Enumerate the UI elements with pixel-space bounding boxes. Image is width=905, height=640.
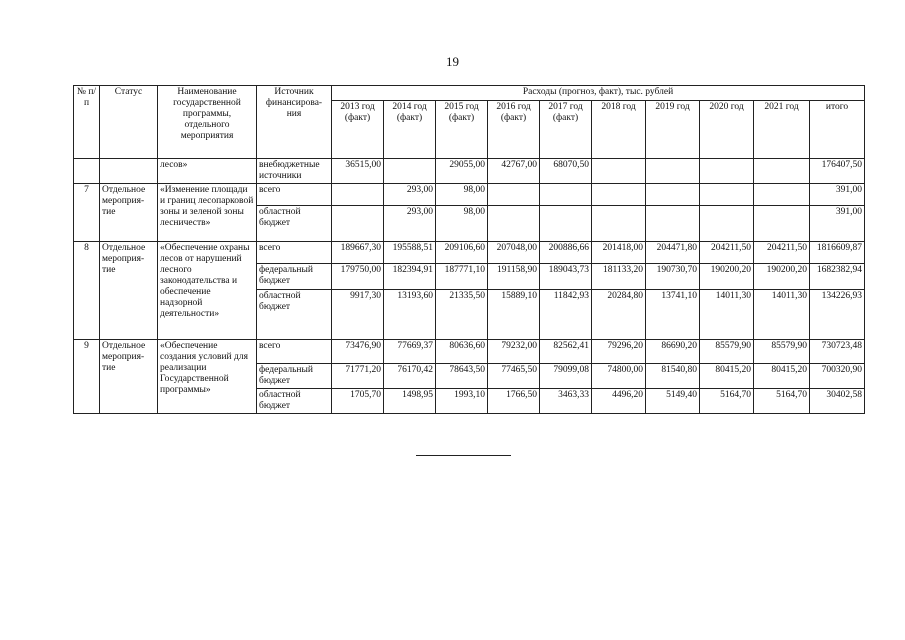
cell-value: 78643,50 <box>436 364 488 389</box>
cell-total: 1682382,94 <box>810 264 865 290</box>
header-expenses: Расходы (прогноз, факт), тыс. рублей <box>332 86 865 101</box>
cell-value: 79099,08 <box>540 364 592 389</box>
cell-value <box>646 206 700 242</box>
header-source: Источник финансирова-ния <box>257 86 332 159</box>
cell-value: 204211,50 <box>754 242 810 264</box>
cell-value: 1705,70 <box>332 389 384 414</box>
cell-value: 14011,30 <box>754 290 810 340</box>
header-year: 2015 год (факт) <box>436 101 488 159</box>
cell-value <box>754 159 810 184</box>
cell-value: 79296,20 <box>592 340 646 364</box>
cell-value: 189043,73 <box>540 264 592 290</box>
cell-value: 82562,41 <box>540 340 592 364</box>
cell-value: 179750,00 <box>332 264 384 290</box>
table-row <box>74 340 865 364</box>
cell-value: 195588,51 <box>384 242 436 264</box>
cell-value <box>700 159 754 184</box>
cell-value: 73476,90 <box>332 340 384 364</box>
cell-value: 86690,20 <box>646 340 700 364</box>
cell-value: 209106,60 <box>436 242 488 264</box>
cell-value <box>384 159 436 184</box>
cell-value: 5164,70 <box>754 389 810 414</box>
cell-total: 134226,93 <box>810 290 865 340</box>
header-name: Наименование государственной программы, отдельного мероприятия <box>158 86 257 159</box>
cell-num: 9 <box>74 340 100 414</box>
cell-value: 98,00 <box>436 206 488 242</box>
cell-value: 29055,00 <box>436 159 488 184</box>
cell-value <box>592 206 646 242</box>
header-total: итого <box>810 101 865 159</box>
cell-source: всего <box>257 242 332 264</box>
cell-value: 187771,10 <box>436 264 488 290</box>
cell-value <box>540 184 592 206</box>
cell-source: областной бюджет <box>257 290 332 340</box>
cell-value: 190200,20 <box>700 264 754 290</box>
cell-value: 181133,20 <box>592 264 646 290</box>
cell-value: 80415,20 <box>754 364 810 389</box>
cell-value: 80415,20 <box>700 364 754 389</box>
cell-value: 42767,00 <box>488 159 540 184</box>
cell-value: 81540,80 <box>646 364 700 389</box>
cell-value <box>592 159 646 184</box>
cell-value: 293,00 <box>384 206 436 242</box>
cell-value: 68070,50 <box>540 159 592 184</box>
cell-value: 21335,50 <box>436 290 488 340</box>
cell-name: «Обеспечение создания условий для реализации Государственной программы» <box>158 340 257 414</box>
cell-value <box>592 184 646 206</box>
cell-value: 13193,60 <box>384 290 436 340</box>
cell-value: 76170,42 <box>384 364 436 389</box>
cell-value: 200886,66 <box>540 242 592 264</box>
header-year: 2013 год (факт) <box>332 101 384 159</box>
cell-value: 14011,30 <box>700 290 754 340</box>
cell-name: «Обеспечение охраны лесов от нарушений лесного законодательства и обеспечение надзорной деятельности» <box>158 242 257 340</box>
header-year: 2014 год (факт) <box>384 101 436 159</box>
cell-value: 204471,80 <box>646 242 700 264</box>
cell-value: 85579,90 <box>700 340 754 364</box>
cell-status <box>100 159 158 184</box>
cell-value: 204211,50 <box>700 242 754 264</box>
cell-value: 13741,10 <box>646 290 700 340</box>
cell-status: Отдельное мероприя-тие <box>100 340 158 414</box>
cell-source: областной бюджет <box>257 389 332 414</box>
cell-value: 189667,30 <box>332 242 384 264</box>
cell-value: 98,00 <box>436 184 488 206</box>
page-number: 19 <box>446 54 459 69</box>
cell-total: 391,00 <box>810 184 865 206</box>
cell-value: 85579,90 <box>754 340 810 364</box>
cell-value: 11842,93 <box>540 290 592 340</box>
cell-value: 190200,20 <box>754 264 810 290</box>
cell-value <box>700 184 754 206</box>
cell-value: 80636,60 <box>436 340 488 364</box>
header-status: Статус <box>100 86 158 159</box>
cell-value: 36515,00 <box>332 159 384 184</box>
cell-value: 1993,10 <box>436 389 488 414</box>
cell-value: 71771,20 <box>332 364 384 389</box>
header-year: 2020 год <box>700 101 754 159</box>
cell-name: «Изменение площади и границ лесопарковой зоны и зеленой зоны лесничеств» <box>158 184 257 242</box>
cell-name: лесов» <box>158 159 257 184</box>
cell-source: федеральный бюджет <box>257 264 332 290</box>
cell-source: всего <box>257 340 332 364</box>
cell-total: 391,00 <box>810 206 865 242</box>
cell-value <box>700 206 754 242</box>
budget-table <box>73 85 865 414</box>
cell-total: 176407,50 <box>810 159 865 184</box>
cell-value <box>332 184 384 206</box>
table-row <box>74 159 865 184</box>
cell-total: 30402,58 <box>810 389 865 414</box>
cell-value <box>646 159 700 184</box>
cell-value: 20284,80 <box>592 290 646 340</box>
cell-value <box>754 206 810 242</box>
cell-source: федеральный бюджет <box>257 364 332 389</box>
cell-value: 3463,33 <box>540 389 592 414</box>
cell-value: 9917,30 <box>332 290 384 340</box>
cell-total: 730723,48 <box>810 340 865 364</box>
cell-source: областной бюджет <box>257 206 332 242</box>
cell-total: 1816609,87 <box>810 242 865 264</box>
cell-value: 1766,50 <box>488 389 540 414</box>
cell-value: 207048,00 <box>488 242 540 264</box>
cell-value: 191158,90 <box>488 264 540 290</box>
cell-value: 5149,40 <box>646 389 700 414</box>
cell-source: внебюджетные источники <box>257 159 332 184</box>
header-year: 2018 год <box>592 101 646 159</box>
cell-value <box>488 206 540 242</box>
cell-value: 5164,70 <box>700 389 754 414</box>
cell-value <box>646 184 700 206</box>
cell-value: 15889,10 <box>488 290 540 340</box>
cell-value <box>488 184 540 206</box>
cell-value <box>332 206 384 242</box>
cell-status: Отдельное мероприя-тие <box>100 242 158 340</box>
cell-value: 190730,70 <box>646 264 700 290</box>
header-year: 2017 год (факт) <box>540 101 592 159</box>
header-year: 2016 год (факт) <box>488 101 540 159</box>
cell-num: 8 <box>74 242 100 340</box>
cell-value: 77669,37 <box>384 340 436 364</box>
header-year: 2019 год <box>646 101 700 159</box>
cell-value: 1498,95 <box>384 389 436 414</box>
closing-divider <box>416 455 511 456</box>
cell-value: 4496,20 <box>592 389 646 414</box>
cell-value: 74800,00 <box>592 364 646 389</box>
cell-value: 182394,91 <box>384 264 436 290</box>
cell-value <box>540 206 592 242</box>
table-row <box>74 242 865 264</box>
cell-value: 293,00 <box>384 184 436 206</box>
cell-num <box>74 159 100 184</box>
cell-value <box>754 184 810 206</box>
cell-num: 7 <box>74 184 100 242</box>
cell-total: 700320,90 <box>810 364 865 389</box>
cell-status: Отдельное мероприя-тие <box>100 184 158 242</box>
cell-value: 201418,00 <box>592 242 646 264</box>
cell-value: 79232,00 <box>488 340 540 364</box>
header-year: 2021 год <box>754 101 810 159</box>
table-row <box>74 184 865 206</box>
header-num: № п/п <box>74 86 100 159</box>
cell-value: 77465,50 <box>488 364 540 389</box>
cell-source: всего <box>257 184 332 206</box>
